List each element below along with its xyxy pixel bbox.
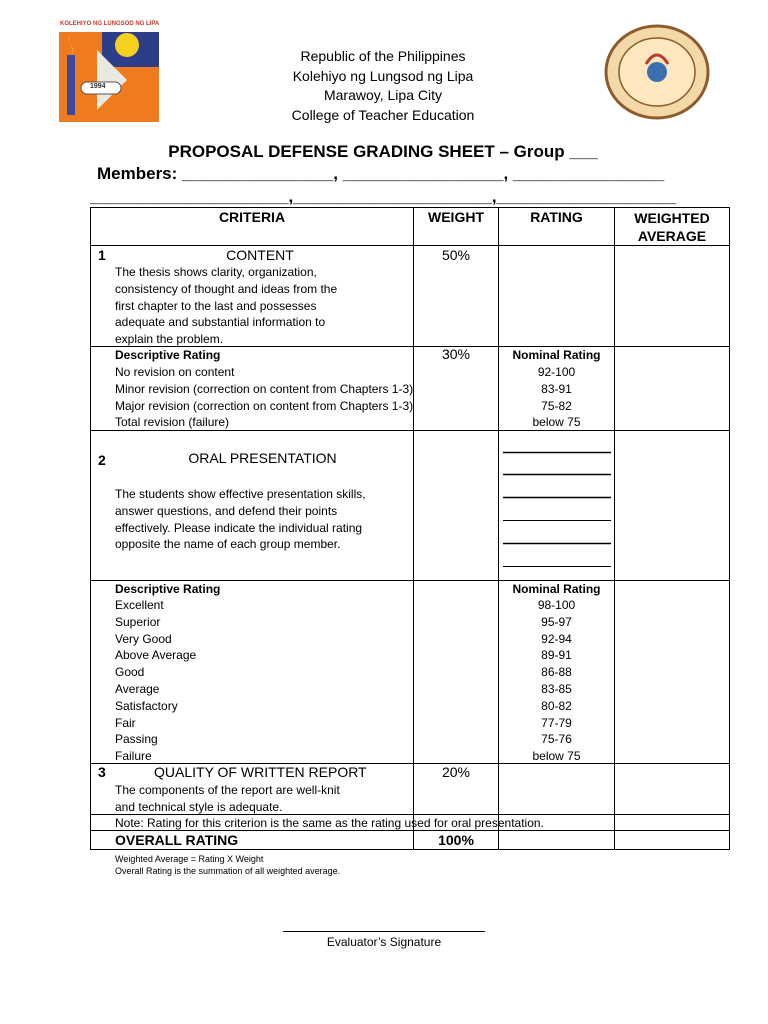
scale-value: 95-97 <box>541 614 572 629</box>
scale-label: No revision on content <box>115 365 235 379</box>
criterion-1-scale-labels <box>115 364 415 431</box>
criterion-1-number: 1 <box>98 247 106 263</box>
members-line-1: Members: ________________, _________________, ________________ <box>97 164 665 183</box>
criterion-2-scale-heading: Descriptive Rating <box>115 582 221 596</box>
desc-line: and technical style is adequate. <box>115 799 283 814</box>
scale-label: Very Good <box>115 631 172 646</box>
criterion-1-description <box>115 264 410 348</box>
overall-rating-label: OVERALL RATING <box>115 832 239 848</box>
scale-value: below 75 <box>532 415 581 430</box>
desc-line: effectively. Please indicate the individual rating <box>115 520 363 535</box>
col-header-criteria: CRITERIA <box>218 209 286 225</box>
header-line-4: College of Teacher Education <box>291 106 475 123</box>
header-line-3: Marawoy, Lipa City <box>323 87 442 103</box>
scale-value: 75-82 <box>541 398 572 413</box>
desc-line: The components of the report are well-knit <box>115 783 340 797</box>
scale-label: Satisfactory <box>115 698 178 713</box>
criterion-1-weight: 50% <box>441 247 471 263</box>
criterion-2-number: 2 <box>98 452 106 468</box>
criterion-1-title: CONTENT <box>226 247 294 263</box>
criterion-2-nominal-heading: Nominal Rating <box>512 582 601 596</box>
scale-value: 86-88 <box>541 665 572 680</box>
overall-rating-weight: 100% <box>438 832 474 848</box>
page-title: PROPOSAL DEFENSE GRADING SHEET – Group ___ <box>168 142 598 161</box>
scale-value: 92-94 <box>541 631 572 646</box>
desc-line: opposite the name of each group member. <box>115 537 341 552</box>
footnote-2: Overall Rating is the summation of all weighted average. <box>115 866 341 876</box>
scale-value: 83-85 <box>541 681 572 696</box>
scale-label: Good <box>115 665 145 680</box>
col-header-rating: RATING <box>530 209 583 225</box>
criterion-2-scale-values <box>499 597 614 765</box>
col-header-weight: WEIGHT <box>428 209 484 225</box>
criterion-3-weight: 20% <box>441 764 471 780</box>
col-header-weighted-line2: AVERAGE <box>637 228 707 244</box>
scale-label: Total revision (failure) <box>115 415 230 430</box>
scale-value: 92-100 <box>537 365 576 379</box>
scale-label: Superior <box>115 614 161 629</box>
logo-left-caption: KOLEHIYO NG LUNGSOD NG LIPA <box>60 21 160 27</box>
scale-value: 98-100 <box>537 598 576 612</box>
criterion-3-description <box>115 782 410 816</box>
criterion-2-description <box>115 486 410 553</box>
footnotes <box>115 853 340 877</box>
col-header-weighted-line1: WEIGHTED <box>634 210 710 226</box>
desc-line: consistency of thought and ideas from the <box>115 281 338 296</box>
criterion-2-scale-labels <box>115 597 405 765</box>
criterion-1-nominal-heading: Nominal Rating <box>512 348 601 362</box>
evaluator-signature-label: Evaluator’s Signature <box>326 935 442 949</box>
scale-label: Average <box>115 681 160 696</box>
scale-value: 77-79 <box>541 715 572 730</box>
header-line-1: Republic of the Philippines <box>300 48 466 64</box>
desc-line: explain the problem. <box>115 332 224 347</box>
criterion-3-note: Note: Rating for this criterion is the same as the rating used for oral presentation. <box>115 816 544 830</box>
desc-line: The thesis shows clarity, organization, <box>115 265 317 279</box>
signature-line <box>283 931 485 932</box>
criterion-1-scale-heading: Descriptive Rating <box>115 348 221 362</box>
footnote-1: Weighted Average = Rating X Weight <box>115 854 264 864</box>
criterion-2-title: ORAL PRESENTATION <box>188 450 337 466</box>
criterion-1-scale-weight: 30% <box>441 346 471 362</box>
scale-label: Above Average <box>115 648 197 663</box>
scale-value: 89-91 <box>541 648 572 663</box>
scale-value: 80-82 <box>541 698 572 713</box>
scale-label: Passing <box>115 732 158 747</box>
desc-line: The students show effective presentation skills, <box>115 487 366 501</box>
scale-value: 75-76 <box>541 732 572 747</box>
desc-line: adequate and substantial information to <box>115 315 326 330</box>
scale-value: 83-91 <box>541 381 572 396</box>
logo-left-year: 1994 <box>90 83 106 90</box>
scale-label: Failure <box>115 749 152 764</box>
scale-label: Fair <box>115 715 136 730</box>
criterion-3-number: 3 <box>98 764 106 780</box>
criterion-3-title: QUALITY OF WRITTEN REPORT <box>154 764 367 780</box>
desc-line: answer questions, and defend their points <box>115 503 338 518</box>
desc-line: first chapter to the last and possesses <box>115 298 317 313</box>
scale-label: Excellent <box>115 598 164 612</box>
scale-label: Major revision (correction on content from Chapters 1-3) <box>115 398 414 413</box>
scale-label: Minor revision (correction on content from Chapters 1-3) <box>115 381 414 396</box>
scale-value: below 75 <box>532 749 581 764</box>
members-line-2: _____________________,_____________________,___________________ <box>90 187 677 206</box>
header-line-2: Kolehiyo ng Lungsod ng Lipa <box>292 67 474 84</box>
col-header-weighted-average <box>615 209 729 245</box>
criterion-1-scale-values <box>499 364 614 431</box>
